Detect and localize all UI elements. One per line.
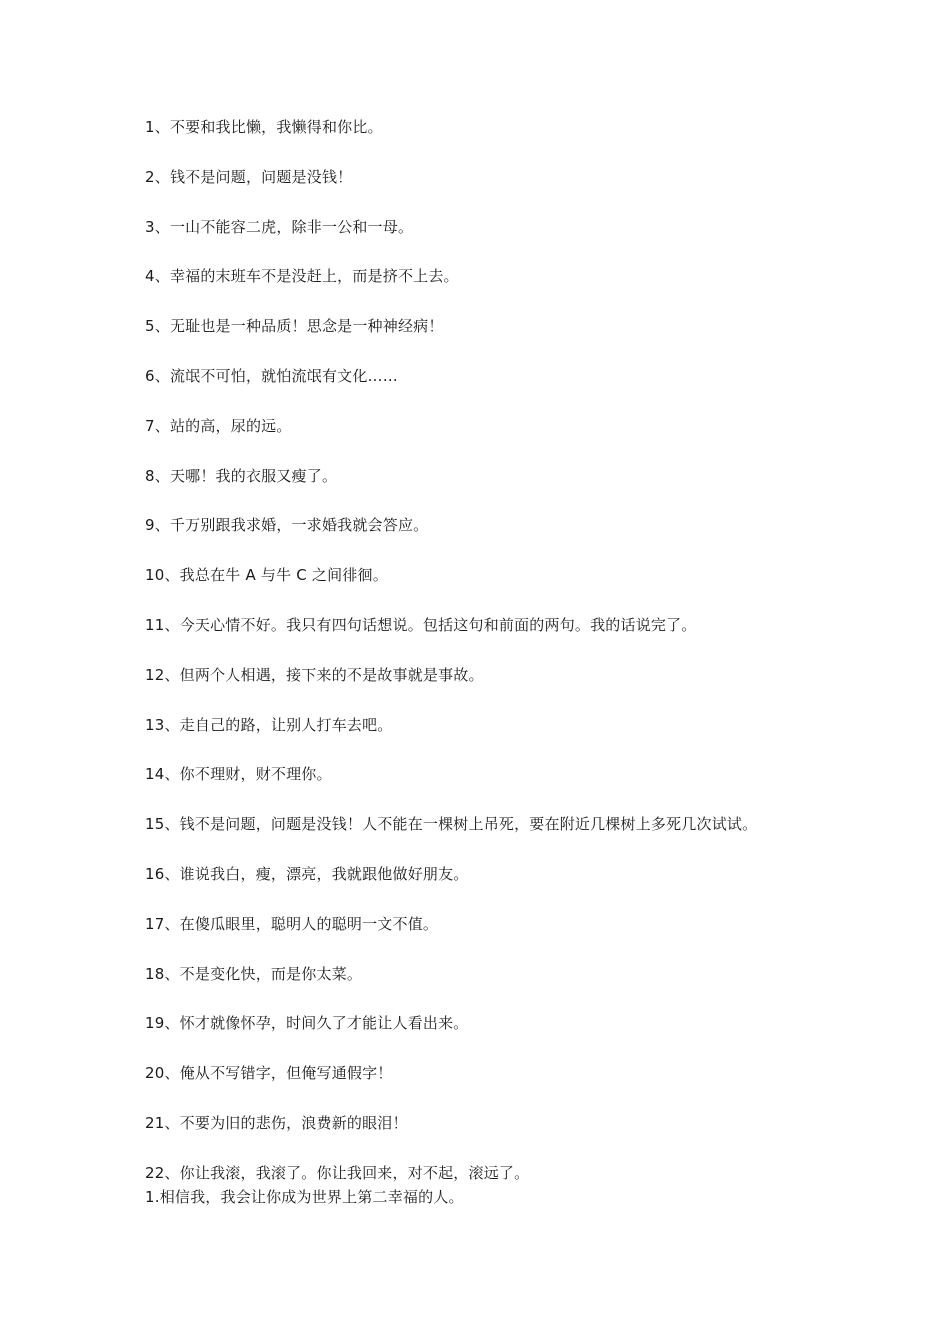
- joke-line: 5、无耻也是一种品质！思念是一种神经病！: [145, 317, 444, 336]
- extra-line: 1.相信我，我会让你成为世界上第二幸福的人。: [145, 1188, 464, 1206]
- joke-line: 17、在傻瓜眼里，聪明人的聪明一文不值。: [145, 914, 439, 933]
- joke-line: 1、不要和我比懒，我懒得和你比。: [145, 118, 383, 136]
- joke-line: 4、幸福的末班车不是没赶上，而是挤不上去。: [145, 267, 459, 286]
- joke-line: 14、你不理财，财不理你。: [145, 765, 332, 784]
- joke-line: 9、千万别跟我求婚，一求婚我就会答应。: [145, 516, 429, 535]
- joke-line: 2、钱不是问题，问题是没钱！: [145, 167, 353, 186]
- joke-line: 11、今天心情不好。我只有四句话想说。包括这句和前面的两句。我的话说完了。: [145, 615, 697, 634]
- joke-line: 21、不要为旧的悲伤，浪费新的眼泪！: [145, 1113, 408, 1132]
- joke-line: 18、不是变化快，而是你太菜。: [145, 964, 363, 983]
- joke-line: 7、站的高，尿的远。: [145, 416, 292, 435]
- joke-line: 6、流氓不可怕，就怕流氓有文化……: [145, 366, 398, 385]
- joke-line: 12、但两个人相遇，接下来的不是故事就是事故。: [145, 665, 484, 684]
- joke-line: 20、俺从不写错字，但俺写通假字！: [145, 1064, 393, 1083]
- joke-line: 3、一山不能容二虎，除非一公和一母。: [145, 217, 414, 236]
- joke-line: 8、天哪！我的衣服又瘦了。: [145, 466, 338, 485]
- joke-line: 19、怀才就像怀孕，时间久了才能让人看出来。: [145, 1014, 469, 1033]
- joke-line: 16、谁说我白，瘦，漂亮，我就跟他做好朋友。: [145, 864, 469, 883]
- joke-line: 15、钱不是问题，问题是没钱！人不能在一棵树上吊死，要在附近几棵树上多死几次试试。: [145, 815, 758, 834]
- joke-line: 13、走自己的路，让别人打车去吧。: [145, 715, 393, 734]
- joke-list: [145, 115, 935, 1185]
- joke-line: 22、你让我滚，我滚了。你让我回来，对不起，滚远了。: [145, 1163, 530, 1182]
- joke-line: 10、我总在牛 A 与牛 C 之间徘徊。: [145, 566, 388, 585]
